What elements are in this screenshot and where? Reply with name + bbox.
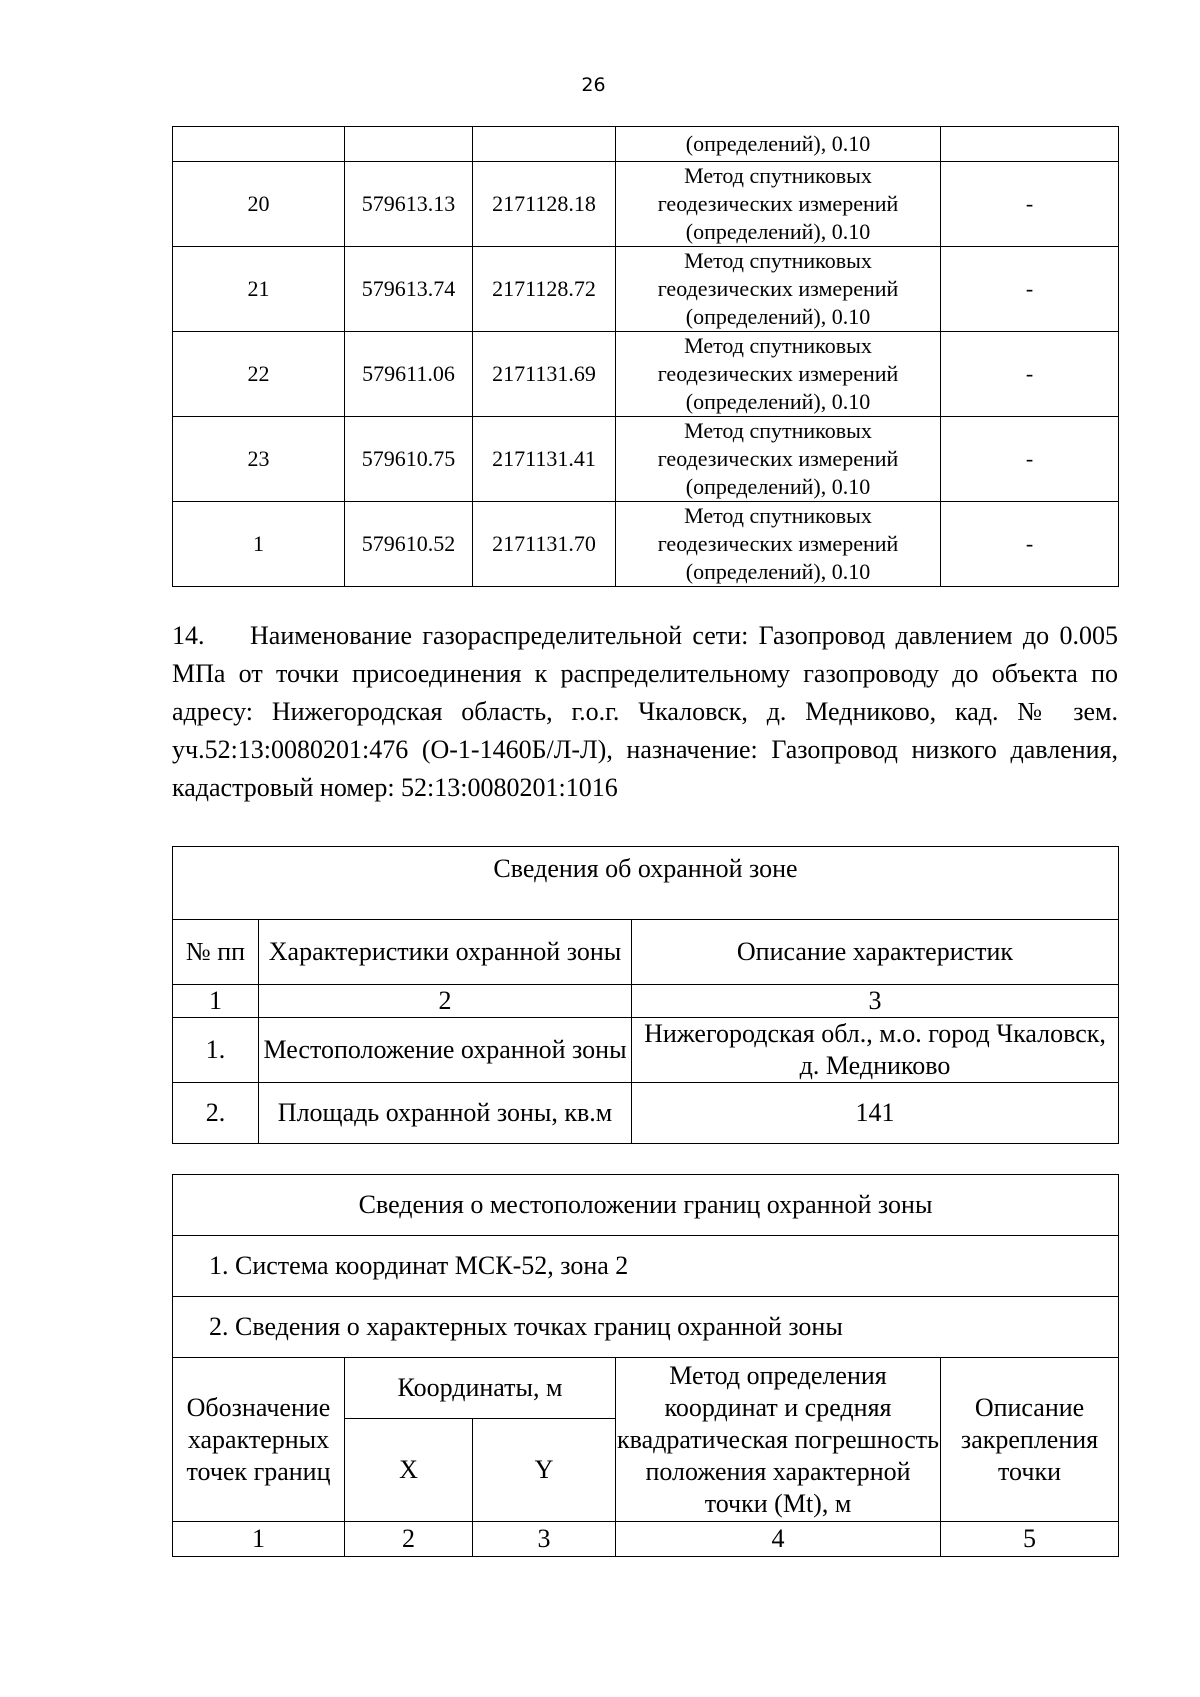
- table-title-row: [173, 1175, 1119, 1236]
- method-cell: Метод спутниковых геодезических измерений (определений), 0.10: [616, 332, 941, 417]
- header-description: Описание закрепления точки: [941, 1358, 1119, 1522]
- point-cell: 1: [173, 502, 345, 587]
- index-cell: 3: [473, 1522, 616, 1557]
- page-number: 26: [581, 74, 606, 96]
- row-description: Нижегородская обл., м.о. город Чкаловск, д. Медниково: [632, 1018, 1119, 1083]
- table-header-row: [173, 1358, 1119, 1419]
- header-description: Описание характеристик: [632, 920, 1119, 985]
- point-cell: 23: [173, 417, 345, 502]
- table-title-row: [173, 847, 1119, 920]
- table-row: [173, 417, 1119, 502]
- header-point: Обозначение характерных точек границ: [173, 1358, 345, 1522]
- table-index-row: [173, 985, 1119, 1018]
- point-cell: 21: [173, 247, 345, 332]
- x-cell: 579611.06: [345, 332, 473, 417]
- point-cell: 22: [173, 332, 345, 417]
- method-cell: Метод спутниковых геодезических измерений (определений), 0.10: [616, 417, 941, 502]
- y-cell: 2171128.18: [473, 162, 616, 247]
- index-cell: 1: [173, 985, 259, 1018]
- index-cell: 2: [345, 1522, 473, 1557]
- header-num: № пп: [173, 920, 259, 985]
- table-title: Сведения об охранной зоне: [173, 847, 1119, 920]
- table-index-row: [173, 1522, 1119, 1557]
- description-cell: -: [941, 502, 1119, 587]
- x-cell: 579610.75: [345, 417, 473, 502]
- index-cell: 4: [616, 1522, 941, 1557]
- row-num: 1.: [173, 1018, 259, 1083]
- table-row: [173, 127, 1119, 162]
- row-characteristic: Местоположение охранной зоны: [259, 1018, 632, 1083]
- x-cell: 579613.74: [345, 247, 473, 332]
- method-cell: Метод спутниковых геодезических измерений (определений), 0.10: [616, 162, 941, 247]
- paragraph-number: 14.: [172, 621, 205, 650]
- table-subtitle-row: [173, 1297, 1119, 1358]
- y-cell: 2171131.69: [473, 332, 616, 417]
- x-cell: 579613.13: [345, 162, 473, 247]
- method-cell: Метод спутниковых геодезических измерений (определений), 0.10: [616, 502, 941, 587]
- points-info-line: 2. Сведения о характерных точках границ охранной зоны: [173, 1297, 1119, 1358]
- table-cell: [941, 127, 1119, 162]
- table-cell: [473, 127, 616, 162]
- table-row: [173, 1083, 1119, 1144]
- point-cell: 20: [173, 162, 345, 247]
- row-num: 2.: [173, 1083, 259, 1144]
- table-row: [173, 162, 1119, 247]
- table-title: Сведения о местоположении границ охранной зоны: [173, 1175, 1119, 1236]
- table-cell: [173, 127, 345, 162]
- row-characteristic: Площадь охранной зоны, кв.м: [259, 1083, 632, 1144]
- index-cell: 3: [632, 985, 1119, 1018]
- description-cell: -: [941, 417, 1119, 502]
- y-cell: 2171131.70: [473, 502, 616, 587]
- header-method: Метод определения координат и средняя квадратическая погрешность положения характерной точки (Mt), м: [616, 1358, 941, 1522]
- header-y: Y: [473, 1419, 616, 1522]
- row-description: 141: [632, 1083, 1119, 1144]
- table-cell: [345, 127, 473, 162]
- table-row: [173, 1018, 1119, 1083]
- table-row: [173, 247, 1119, 332]
- zone-boundaries-table: [172, 1174, 1119, 1557]
- table-header-row: [173, 920, 1119, 985]
- table-row: [173, 332, 1119, 417]
- coordinate-system-line: 1. Система координат МСК-52, зона 2: [173, 1236, 1119, 1297]
- header-characteristics: Характеристики охранной зоны: [259, 920, 632, 985]
- table-row: [173, 502, 1119, 587]
- y-cell: 2171128.72: [473, 247, 616, 332]
- network-description-paragraph: [172, 617, 1118, 807]
- y-cell: 2171131.41: [473, 417, 616, 502]
- index-cell: 1: [173, 1522, 345, 1557]
- index-cell: 5: [941, 1522, 1119, 1557]
- index-cell: 2: [259, 985, 632, 1018]
- header-coordinates: Координаты, м: [345, 1358, 616, 1419]
- protection-zone-info-table: [172, 846, 1119, 1144]
- coordinates-table-continued: [172, 126, 1119, 587]
- paragraph-text: Наименование газораспределительной сети: Газопровод давлением до 0.005 МПа от точки присоединения к распределительному газопроводу до объекта по адресу: Нижегородская область, г.о.г. Чкаловск, д. Медниково, кад. № зем. уч.52:13:0080201:476 (О-1-1460Б/Л-Л), назначение: Газопровод низкого давления, кадастровый номер: 52:13:0080201:1016: [172, 621, 1118, 802]
- x-cell: 579610.52: [345, 502, 473, 587]
- description-cell: -: [941, 247, 1119, 332]
- description-cell: -: [941, 332, 1119, 417]
- description-cell: -: [941, 162, 1119, 247]
- method-cell: Метод спутниковых геодезических измерений (определений), 0.10: [616, 247, 941, 332]
- table-subtitle-row: [173, 1236, 1119, 1297]
- method-cell: (определений), 0.10: [616, 127, 941, 162]
- header-x: X: [345, 1419, 473, 1522]
